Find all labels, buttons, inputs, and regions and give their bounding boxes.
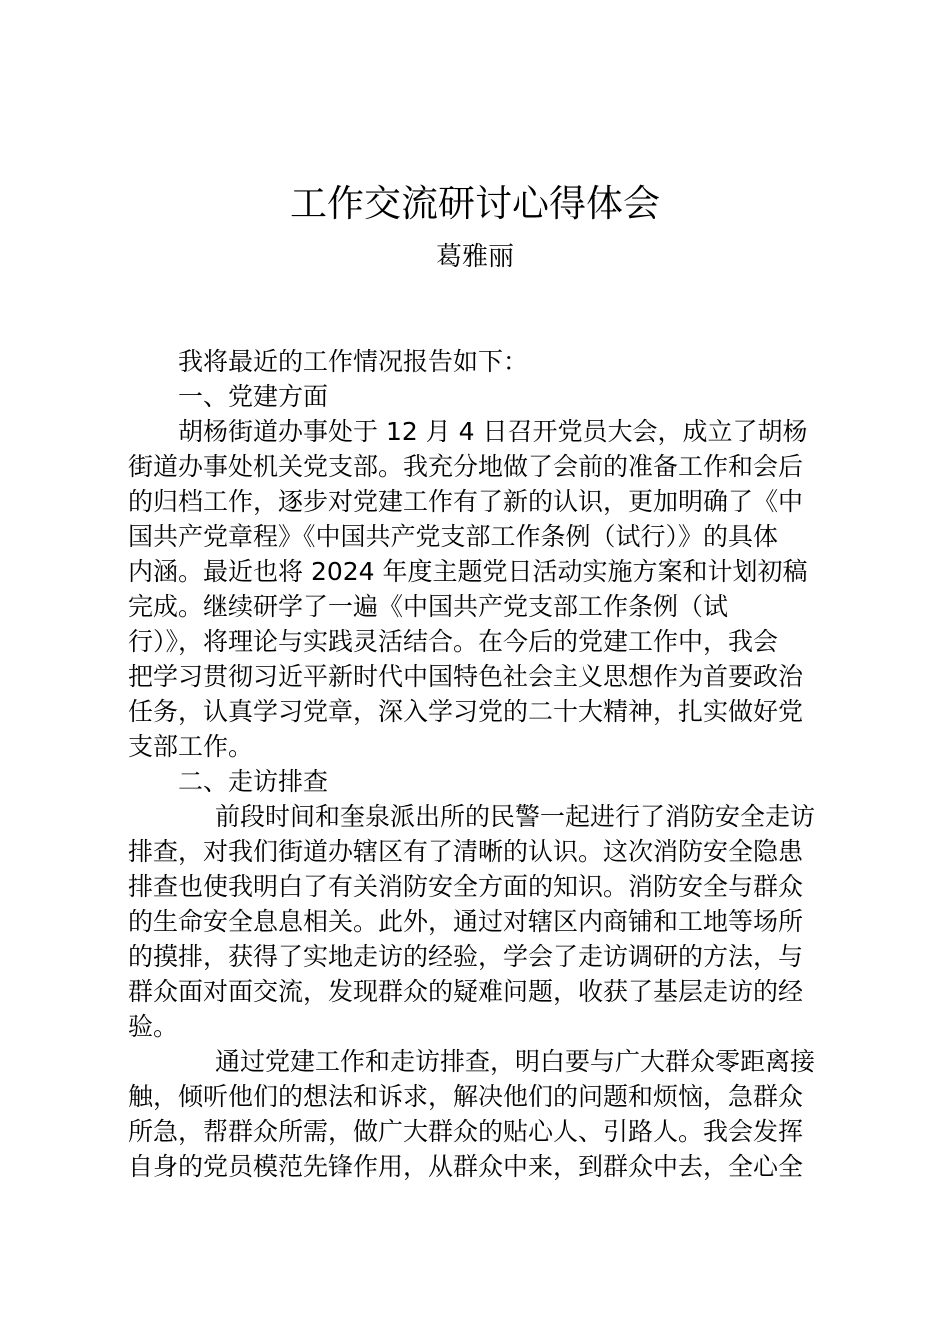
paragraph-line: 的摸排，获得了实地走访的经验，学会了走访调研的方法，与 bbox=[128, 942, 804, 971]
author-name: 葛雅丽 bbox=[435, 242, 514, 272]
paragraph-line: 完成。继续研学了一遍《中国共产党支部工作条例（试 bbox=[128, 592, 729, 621]
document-title: 工作交流研讨心得体会 bbox=[290, 182, 660, 225]
section-heading-party: 一、党建方面 bbox=[178, 382, 329, 411]
paragraph-line: 街道办事处机关党支部。我充分地做了会前的准备工作和会后 bbox=[128, 452, 804, 481]
paragraph-line: 内涵。最近也将 2024 年度主题党日活动实施方案和计划初稿 bbox=[128, 557, 808, 586]
paragraph-line: 群众面对面交流，发现群众的疑难问题，收获了基层走访的经 bbox=[128, 977, 804, 1006]
paragraph-line: 国共产党章程》《中国共产党支部工作条例（试行）》的具体 bbox=[128, 522, 779, 551]
paragraph-line: 支部工作。 bbox=[128, 732, 254, 761]
paragraph-line: 的归档工作，逐步对党建工作有了新的认识，更加明确了《中 bbox=[128, 487, 804, 516]
paragraph-line: 自身的党员模范先锋作用，从群众中来，到群众中去，全心全 bbox=[128, 1152, 804, 1181]
paragraph-line: 前段时间和奎泉派出所的民警一起进行了消防安全走访 bbox=[215, 802, 816, 831]
paragraph-line: 把学习贯彻习近平新时代中国特色社会主义思想作为首要政治 bbox=[128, 662, 804, 691]
paragraph-line: 触，倾听他们的想法和诉求，解决他们的问题和烦恼，急群众 bbox=[128, 1082, 804, 1111]
section-heading-visit: 二、走访排查 bbox=[178, 767, 329, 796]
paragraph-line: 所急，帮群众所需，做广大群众的贴心人、引路人。我会发挥 bbox=[128, 1117, 804, 1146]
paragraph-line: 通过党建工作和走访排查，明白要与广大群众零距离接 bbox=[215, 1047, 816, 1076]
paragraph-line: 任务，认真学习党章，深入学习党的二十大精神，扎实做好党 bbox=[128, 697, 804, 726]
paragraph-line: 排查也使我明白了有关消防安全方面的知识。消防安全与群众 bbox=[128, 872, 804, 901]
paragraph-line: 胡杨街道办事处于 12 月 4 日召开党员大会，成立了胡杨 bbox=[178, 417, 808, 446]
paragraph-line: 行）》，将理论与实践灵活结合。在今后的党建工作中，我会 bbox=[128, 627, 779, 656]
intro-line: 我将最近的工作情况报告如下： bbox=[178, 347, 529, 376]
paragraph-line: 排查，对我们街道办辖区有了清晰的认识。这次消防安全隐患 bbox=[128, 837, 804, 866]
paragraph-line: 验。 bbox=[128, 1012, 179, 1041]
paragraph-line: 的生命安全息息相关。此外，通过对辖区内商铺和工地等场所 bbox=[128, 907, 804, 936]
